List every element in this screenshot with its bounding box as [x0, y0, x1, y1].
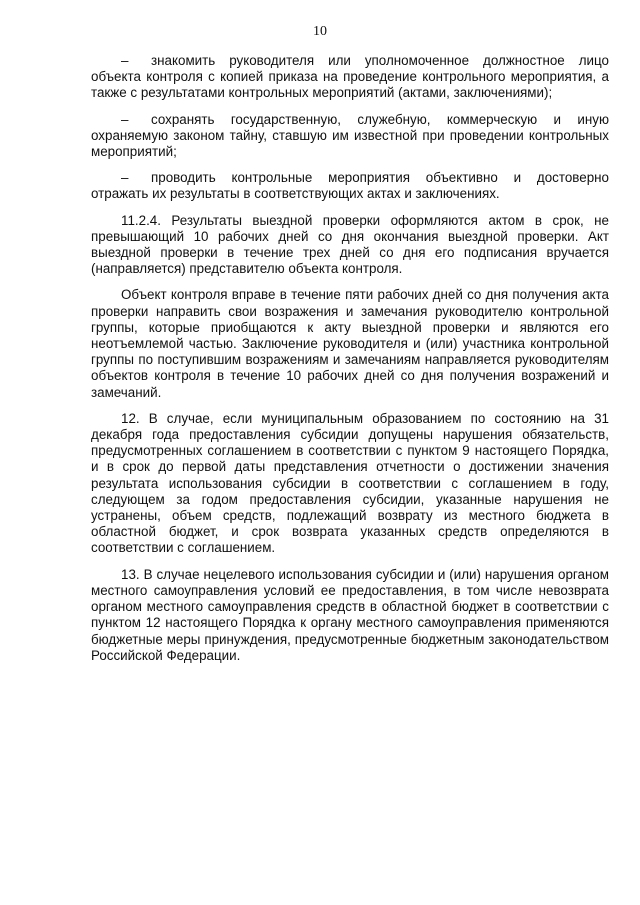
list-item-familiarize	[91, 53, 609, 102]
list-item-text: знакомить руководителя или уполномоченное должностное лицо объекта контроля с копией приказа на проведение контрольного мероприятия, а также с результатами контрольных мероприятий (актами, заключениями);	[91, 53, 609, 101]
dash-marker: –	[121, 111, 129, 127]
dash-marker: –	[121, 53, 129, 68]
list-item-conduct-objectively	[91, 170, 609, 202]
list-item-keep-secret	[91, 112, 609, 161]
paragraph-12: 12. В случае, если муниципальным образованием по состоянию на 31 декабря года предоставления субсидии допущены нарушения обязательств, предусмотренных соглашением в соответствии с пунктом 9 настоящего Порядка, и в срок до первой даты представления отчетности о достижении значения результата использования субсидии в соответствии с соглашением в году, следующем за годом предоставления субсидии, указанные нарушения не устранены, объем средств, подлежащий возврату из местного бюджета в областной бюджет, и срок возврата указанных средств определяются в соответствии с соглашением.	[91, 410, 609, 556]
paragraph-objections: Объект контроля вправе в течение пяти рабочих дней со дня получения акта проверки направить свои возражения и замечания руководителю контрольной группы, которые приобщаются к акту выездной проверки и являются его неотъемлемой частью. Заключение руководителя и (или) участника контрольной группы по поступившим возражениям и замечаниям направляется руководителям объектов контроля в течение 10 рабочих дней со дня получения возражений и замечаний.	[91, 287, 609, 400]
paragraph-13: 13. В случае нецелевого использования субсидии и (или) нарушения органом местного самоуправления условий ее предоставления, в том числе невозврата органом местного самоуправления средств в областной бюджет в соответствии с пунктом 12 настоящего Порядка к органу местного самоуправления применяются бюджетные меры принуждения, предусмотренные бюджетным законодательством Российской Федерации.	[91, 566, 609, 663]
paragraph-11-2-4: 11.2.4. Результаты выездной проверки оформляются актом в срок, не превышающий 10 рабочих дней со дня окончания выездной проверки. Акт выездной проверки в течение трех дней со дня его подписания вручается (направляется) представителю объекта контроля.	[91, 212, 609, 277]
list-item-text: сохранять государственную, служебную, коммерческую и иную охраняемую законом тайну, ставшую им известной при проведении контрольных мероприятий;	[91, 111, 609, 160]
page-number: 10	[313, 24, 327, 39]
dash-marker: –	[121, 170, 129, 186]
list-item-text: проводить контрольные мероприятия объективно и достоверно отражать их результаты в соответствующих актах и заключениях.	[91, 170, 609, 202]
document-body	[91, 53, 609, 674]
